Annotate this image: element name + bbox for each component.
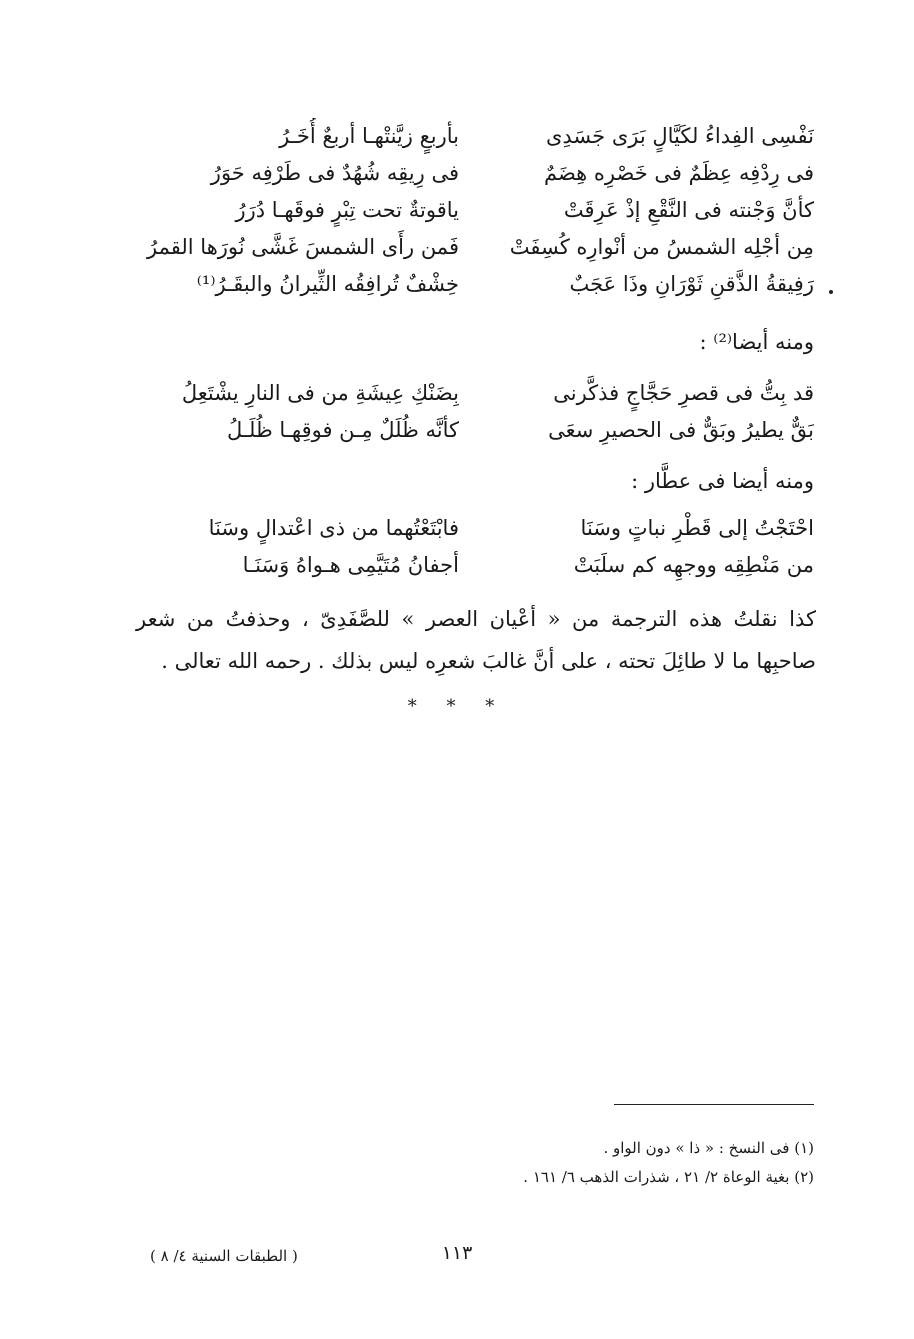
running-title: ( الطبقات السنية ٤/ ٨ )	[150, 1247, 298, 1265]
section-intro: ومنه أيضا فى عطَّار :	[631, 469, 814, 493]
verse-line	[124, 266, 814, 303]
footnote: (٢) بغية الوعاة ٢/ ٢١ ، شذرات الذهب ٦/ ١٦١ .	[523, 1168, 814, 1186]
footnote-rule	[614, 1104, 814, 1105]
footnote: (١) فى النسخ : « ذا » دون الواو .	[603, 1139, 814, 1157]
verse-line	[124, 547, 814, 584]
poem-1	[124, 118, 814, 303]
verse-line	[124, 155, 814, 192]
verse-line	[124, 412, 814, 449]
hemistich-second: ياقوتةٌ تحت تِبْرٍ فوقَهـا دُرَرُ	[235, 198, 459, 222]
hemistich-first: من مَنْطِقِه ووجهِه كم سلَبَتْ	[573, 553, 814, 577]
hemistich-second: فابْتَعْتُهما من ذى اعْتدالٍ وسَنَا	[208, 516, 459, 540]
margin-dot	[829, 290, 833, 294]
page-number: ١١٣	[441, 1242, 473, 1264]
poem-2	[124, 375, 814, 449]
hemistich-second: بِضَنْكِ عِيشَةِ من فى النارِ يشْتَعِلُ	[181, 381, 459, 405]
verse-line	[124, 192, 814, 229]
prose-paragraph: كذا نقلتُ هذه الترجمة من « أعْيان العصر » للصَّفَدِىّ ، وحذفتُ من شعر صاحبِها ما لا طائِلَ تحته ، على أنَّ غالبَ شعرِه ليس بذلك . رحمه الله تعالى .	[136, 607, 816, 673]
hemistich-second: كأنَّه ظُلَلٌ مِـن فوقِهـا ظُلَـلُ	[226, 418, 459, 442]
hemistich-first: فى رِدْفِه عِظَمٌ فى خَصْرِه هِضَمٌ	[543, 161, 814, 185]
section-intro: ومنه أيضا⁽²⁾ :	[699, 330, 814, 354]
hemistich-second: فى رِيقِه شُهُدٌ فى طَرْفِه حَوَرُ	[210, 161, 459, 185]
hemistich-first: رَفِيقةُ الذَّقنِ ثَوْرَانِ وذَا عَجَبٌ	[569, 272, 814, 296]
hemistich-first: بَقٌّ يطيرُ وبَقٌّ فى الحصيرِ سعَى	[548, 418, 814, 442]
hemistich-first: قد بِتُّ فى قصرِ حَجَّاجٍ فذكَّرنى	[553, 381, 814, 405]
verse-line	[124, 375, 814, 412]
hemistich-first: كأنَّ وَجْنته فى النَّقْعِ إذْ عَرِقَتْ	[563, 198, 814, 222]
poem-3	[124, 510, 814, 584]
verse-line	[124, 118, 814, 155]
hemistich-second: أجفانُ مُتَيَّمِى هـواهُ وَسَنَـا	[242, 553, 459, 577]
hemistich-first: احْتَجْتُ إلى قَطْرِ نباتٍ وسَنَا	[580, 516, 814, 540]
hemistich-second: خِشْفٌ تُرافِقُه الثِّيرانُ والبقَـرُ⁽¹⁾	[196, 272, 459, 296]
hemistich-first: نَفْسِى الفِداءُ لكَيَّالٍ بَرَى جَسَدِى	[545, 124, 814, 148]
verse-line	[124, 510, 814, 547]
verse-line	[124, 229, 814, 266]
hemistich-second: فَمن رأَى الشمسَ غَشَّى نُورَها القمرُ	[147, 235, 459, 259]
hemistich-second: بأربعٍ زيَّنتْهـا أربعٌ أُخَـرُ	[279, 124, 459, 148]
hemistich-first: مِن أجْلِه الشمسُ من أنْوارِه كُسِفَتْ	[509, 235, 814, 259]
section-separator: * * *	[407, 696, 507, 717]
